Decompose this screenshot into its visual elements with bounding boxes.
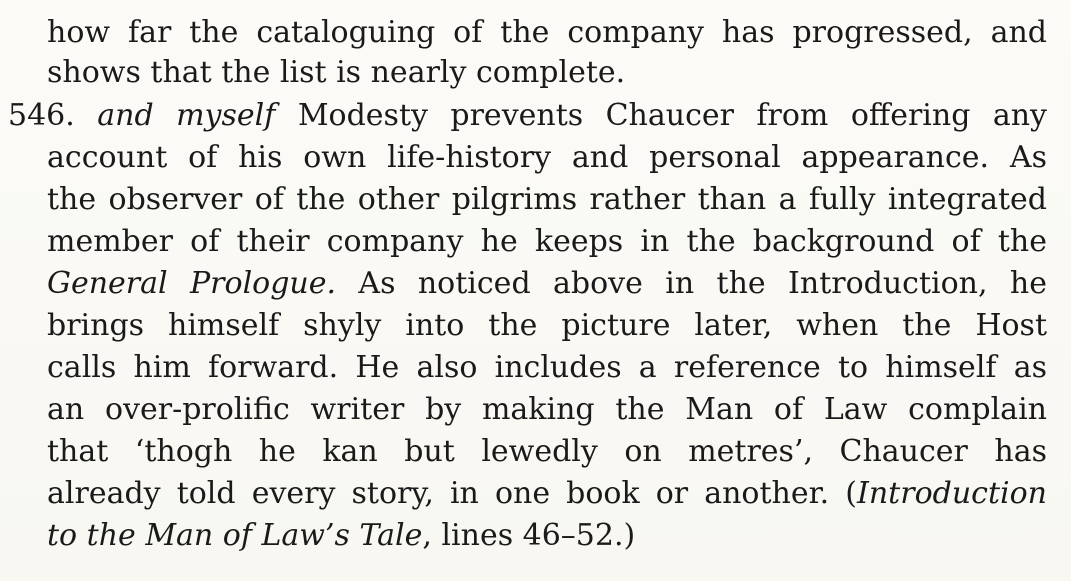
text-line xyxy=(47,53,1047,93)
text-line xyxy=(47,13,1047,53)
text-line-content: brings himself shyly into the picture later, when the Host xyxy=(47,308,1047,343)
text-line-content: an over-prolific writer by making the Man of Law complain xyxy=(47,392,1047,427)
text-line xyxy=(47,516,1047,556)
text-line-content: As noticed above in the Introduction, he xyxy=(358,266,1047,301)
text-line xyxy=(47,222,1047,262)
text-line-content: member of their company he keeps in the background of the xyxy=(47,224,1047,259)
text-line-content: calls him forward. He also includes a reference to himself as xyxy=(47,350,1047,385)
text-line xyxy=(47,432,1047,472)
text-line-content: account of his own life-history and personal appearance. As xyxy=(47,140,1047,175)
text-line-content: Modesty prevents Chaucer from offering any xyxy=(297,98,1048,133)
text-line xyxy=(47,390,1047,430)
text-line-content: shows that the list is nearly complete. xyxy=(47,55,626,90)
text-line xyxy=(47,180,1047,220)
text-line xyxy=(47,306,1047,346)
text-line xyxy=(47,264,1047,304)
note-546-first-line xyxy=(8,96,1047,136)
text-line-content: how far the cataloguing of the company has progressed, and xyxy=(47,15,1047,50)
text-line xyxy=(47,474,1047,514)
work-title: Introduction xyxy=(857,476,1047,511)
text-line xyxy=(47,138,1047,178)
work-title: to the Man of Law’s Tale xyxy=(47,518,423,553)
lemma: and myself xyxy=(97,98,276,133)
text-line xyxy=(47,348,1047,388)
text-line-content: that ‘thogh he kan but lewedly on metres’, Chaucer has xyxy=(47,434,1047,469)
work-title: General Prologue. xyxy=(47,266,337,301)
text-line-content: already told every story, in one book or another. ( xyxy=(47,476,857,511)
text-line-content: the observer of the other pilgrims rather than a fully integrated xyxy=(47,182,1047,217)
text-line-content: , lines 46–52.) xyxy=(422,518,636,553)
line-number: 546. xyxy=(8,98,75,133)
